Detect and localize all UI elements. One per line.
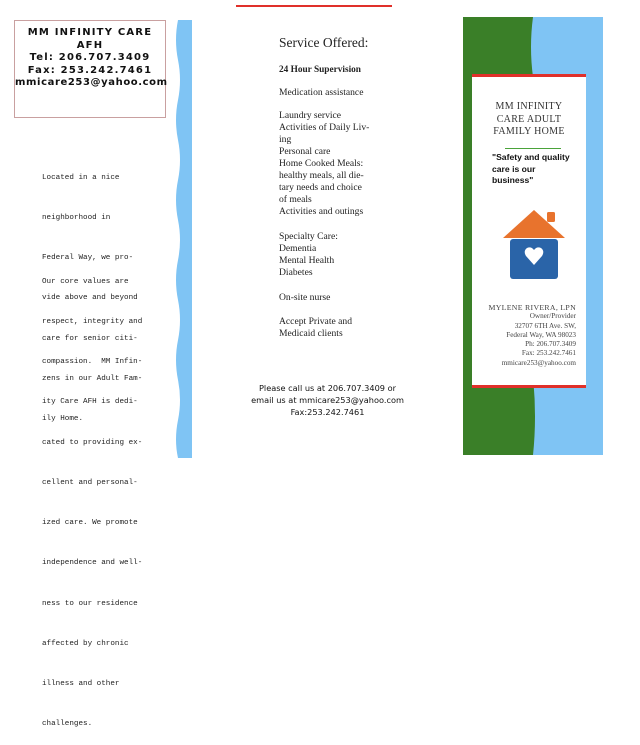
service-item: healthy meals, all die- — [279, 170, 364, 181]
service-item: Laundry service — [279, 110, 342, 121]
owner-contact — [489, 303, 576, 368]
text-line: Federal Way, we pro- — [42, 254, 134, 263]
service-medication: Medication assistance — [279, 87, 364, 98]
fax: Fax: 253.242.7461 — [27, 64, 153, 76]
text-line: Our core values are — [42, 277, 129, 286]
text-line: ity Care AFH is dedi- — [42, 398, 138, 407]
business-name: MM INFINITY CARE — [27, 27, 153, 38]
text-line: compassion. MM Infin- — [42, 358, 143, 367]
service-supervision: 24 Hour Supervision — [279, 65, 361, 75]
specialty-item: Dementia — [279, 243, 317, 254]
text-line: zens in our Adult Fam- — [42, 374, 143, 383]
specialty-heading: Specialty Care: — [279, 231, 338, 242]
payment-info — [279, 316, 352, 340]
text-line: independence and well- — [42, 559, 143, 568]
green-rule — [505, 148, 561, 149]
text-line: Medicaid clients — [279, 328, 343, 339]
text-line: cated to providing ex- — [42, 438, 143, 447]
text-line: illness and other — [42, 680, 120, 688]
specialty-item: Diabetes — [279, 267, 313, 278]
text-line: Please call us at 206.707.3409 or — [258, 383, 396, 393]
text-line: affected by chronic — [42, 639, 129, 648]
text-line: FAMILY HOME — [493, 126, 565, 137]
text-line: ness to our residence — [42, 599, 138, 608]
service-item: Activities and outings — [279, 206, 364, 217]
text-line: neighborhood in — [42, 214, 111, 223]
text-line: cellent and personal- — [42, 478, 138, 487]
text-line: care for senior citi- — [42, 334, 138, 343]
text-line: CARE ADULT — [496, 113, 562, 125]
text-line: Fax:253.242.7461 — [290, 407, 365, 417]
text-line: ized care. We promote — [42, 519, 138, 528]
text-line: Located in a nice — [42, 173, 120, 182]
wavy-blue-strip — [174, 20, 194, 460]
owner-role: Owner/Provider — [529, 312, 576, 321]
text-line: email us at mmicare253@yahoo.com — [251, 395, 404, 405]
email: mmicare253@yahoo.com — [501, 358, 576, 367]
service-item: Personal care — [279, 146, 331, 157]
text-line: respect, integrity and — [42, 318, 143, 327]
phone: Ph: 206.707.3409 — [525, 340, 576, 349]
contact-footer — [230, 382, 425, 418]
address-line: 32707 6TH Ave. SW, — [514, 321, 576, 330]
specialty-item: Mental Health — [279, 255, 335, 266]
owner-name: MYLENE RIVERA, LPN — [488, 303, 576, 312]
service-item: ing — [279, 134, 292, 145]
email: mmicare253@yahoo.com — [15, 77, 168, 88]
text-line: business" — [492, 175, 534, 185]
fax: Fax: 253.242.7461 — [521, 349, 576, 358]
text-line: care is our — [492, 163, 536, 174]
text-line: Accept Private and — [279, 316, 352, 327]
specialty-care-list — [279, 231, 338, 279]
cover-card — [472, 74, 586, 388]
tagline — [492, 152, 570, 187]
text-line: vide above and beyond — [42, 294, 138, 303]
service-item: Activities of Daily Liv- — [279, 122, 370, 133]
text-line: "Safety and quality — [492, 152, 570, 162]
services-list — [279, 110, 369, 218]
text-line: ily Home. — [42, 415, 84, 424]
phone: Tel: 206.707.3409 — [29, 52, 151, 63]
red-rule — [236, 5, 392, 7]
house-heart-logo — [502, 208, 566, 280]
business-name-suffix: AFH — [76, 39, 104, 51]
service-item: Home Cooked Meals: — [279, 158, 364, 169]
cover-title — [472, 101, 586, 139]
service-item: tary needs and choice — [279, 182, 362, 193]
service-item: of meals — [279, 194, 312, 205]
values-paragraph — [42, 249, 142, 745]
text-line: MM INFINITY — [495, 101, 563, 112]
text-line: challenges. — [42, 720, 93, 729]
services-heading: Service Offered: — [279, 35, 369, 50]
onsite-nurse: On-site nurse — [279, 292, 331, 303]
contact-box — [14, 20, 166, 118]
address-city: Federal Way, WA 98023 — [506, 330, 576, 339]
